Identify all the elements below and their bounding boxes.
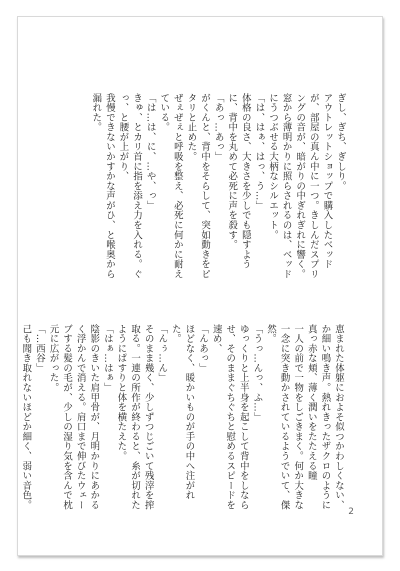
page-number: 2 xyxy=(348,507,354,517)
body-text-lower: 恵まれた体躯におよそ似つかわしくない、か細い鳴き声。熱れきったザクロのように真っ赤な頬、薄く潤いをたたえる瞳 一人の前で一物をしごきまく。何か大きな一念に突き動かされているようでいて、傑然。 「うっ…んっ、ふ…」 ゆっくりと上半身を起こして背中をしならせ、そのままぐちぐちと慰めるスピードを速め、 「んあっ」 ほどなく、暖かいものが手の中へ注がれた。 「んぅ…ん」 そのまま幾く、少しずつじごいて残滓を搾取る。一連の所作が終わると、糸が切れたようにぱすりと体を横たえた。 「はぁ…はぁ」 陰影のきいた肩甲骨が、月明かりにあかるく浮かんで消える。肩口まで伸びたウェーブする髪の毛が、少しの湿り気を含んで枕元に広がった。 「…西谷」 己も聞き取れないほどか細く、弱い音色。 xyxy=(20,324,344,511)
body-text-upper: ぎし、ぎち、ぎしり。 アウトレットショップで購入したベッドが、部屋の真ん中に一つ。きしんだスプリングの音が、暗がりの中ぎれぎれに響く。 窓から薄明かりに照らされるのは、ベッドにうつぶせる大柄なシルエット。 「は、はぁ、はっ、う…」 体格の良さ、大きさを少しでも隠すように、背中を丸めて必死に声を殺す。 「あっ…あっ」 がくんと、背中をそらして、突如動きをピタリと止めた。 ぜぇぜぇと呼吸を整え、必死に何かに耐えている。 「は…は、に、…や、っ」 きゅ、とカリ首に指を添え力を入れる。ぐっ、と腰が上がり、 我慢できないかすかな声がひ、と喉奥から漏れた。 xyxy=(90,93,346,280)
document-page xyxy=(17,16,383,556)
